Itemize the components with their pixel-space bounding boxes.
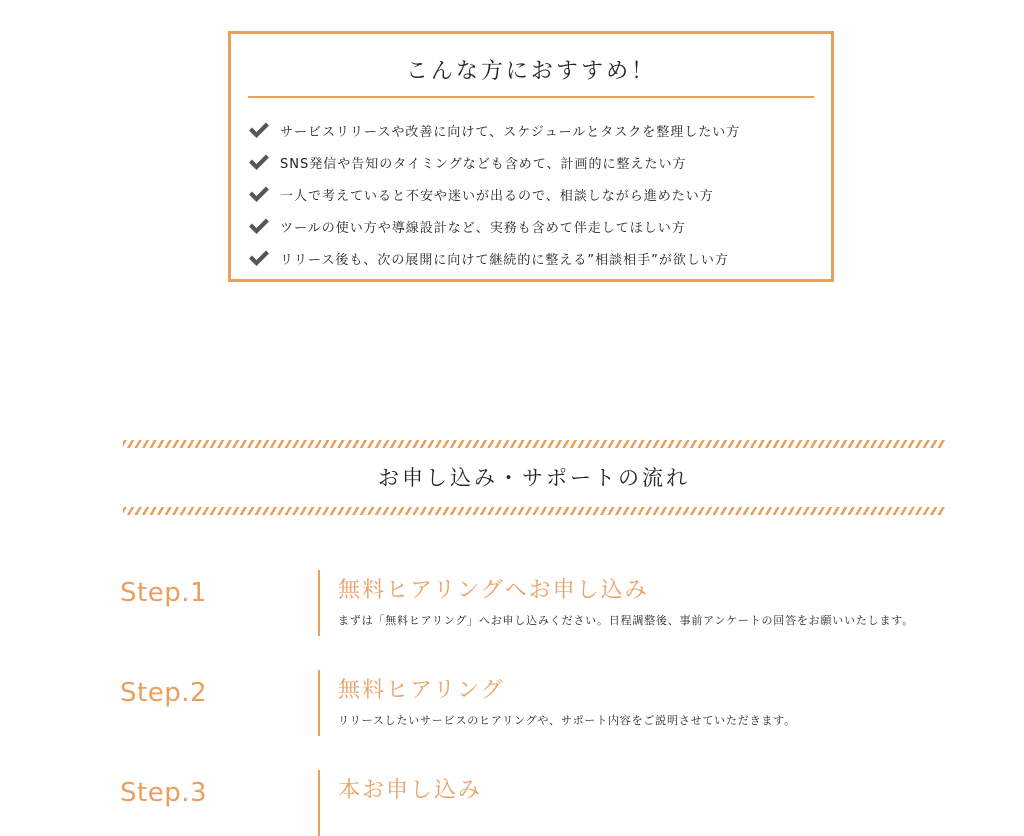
recommend-list	[248, 114, 740, 274]
list-item	[248, 114, 740, 146]
stripe-divider-top	[123, 440, 945, 448]
step-divider	[318, 670, 320, 736]
recommend-divider	[248, 96, 814, 98]
step-description: リリースしたいサービスのヒアリングや、サポート内容をご説明させていただきます。	[338, 714, 796, 727]
recommend-title: こんな方におすすめ！	[405, 59, 657, 84]
check-icon	[248, 249, 270, 267]
check-icon	[248, 153, 270, 171]
step-title: 無料ヒアリングへお申し込み	[338, 578, 649, 603]
step-label: Step.1	[120, 578, 208, 608]
list-item	[248, 210, 740, 242]
stripe-divider-bottom	[123, 507, 945, 515]
step-title: 無料ヒアリング	[338, 678, 505, 703]
list-item	[248, 242, 740, 274]
step-description: まずは「無料ヒアリング」へお申し込みください。日程調整後、事前アンケートの回答をお願いいたします。	[338, 614, 914, 627]
check-icon	[248, 217, 270, 235]
step-label: Step.2	[120, 678, 208, 708]
step-label: Step.3	[120, 778, 208, 808]
step-title: 本お申し込み	[338, 778, 483, 803]
step-divider	[318, 770, 320, 836]
recommend-item-text: 一人で考えていると不安や迷いが出るので、相談しながら進めたい方	[280, 188, 714, 204]
check-icon	[248, 185, 270, 203]
recommend-item-text: SNS発信や告知のタイミングなども含めて、計画的に整えたい方	[280, 156, 687, 172]
section-title: お申し込み・サポートの流れ	[378, 466, 690, 490]
list-item	[248, 146, 740, 178]
recommend-item-text: リリース後も、次の展開に向けて継続的に整える”相談相手”が欲しい方	[280, 252, 729, 268]
step-divider	[318, 570, 320, 636]
recommend-item-text: サービスリリースや改善に向けて、スケジュールとタスクを整理したい方	[280, 124, 741, 140]
recommend-box	[228, 31, 834, 282]
check-icon	[248, 121, 270, 139]
recommend-item-text: ツールの使い方や導線設計など、実務も含めて伴走してほしい方	[280, 220, 686, 236]
list-item	[248, 178, 740, 210]
